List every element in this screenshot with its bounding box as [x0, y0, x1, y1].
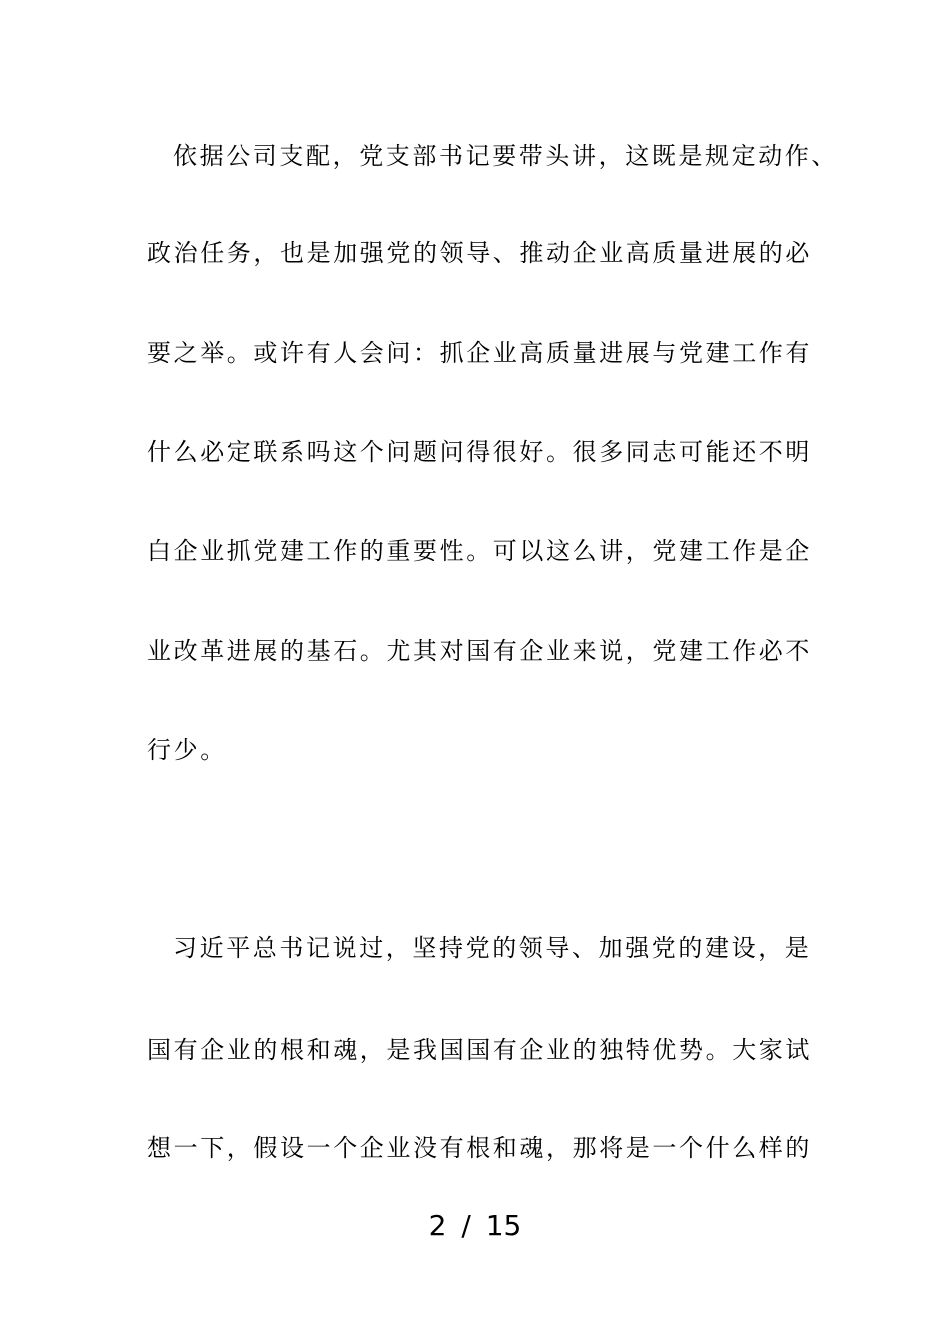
paragraph-line: 国有企业的根和魂，是我国国有企业的独特优势。大家试 — [147, 1036, 812, 1064]
paragraph-line: 什么必定联系吗这个问题问得很好。很多同志可能还不明 — [147, 438, 812, 466]
paragraph-line: 要之举。或许有人会问：抓企业高质量进展与党建工作有 — [147, 339, 812, 367]
paragraph-line: 依据公司支配，党支部书记要带头讲，这既是规定动作、 — [173, 142, 838, 170]
paragraph-line: 习近平总书记说过，坚持党的领导、加强党的建设，是 — [173, 934, 812, 962]
page-number: 2 / 15 — [428, 1209, 522, 1242]
paragraph-line: 想一下，假设一个企业没有根和魂，那将是一个什么样的 — [147, 1134, 812, 1162]
paragraph-line: 业改革进展的基石。尤其对国有企业来说，党建工作必不 — [147, 637, 812, 665]
paragraph-line: 白企业抓党建工作的重要性。可以这么讲，党建工作是企 — [147, 537, 812, 565]
paragraph-line: 政治任务，也是加强党的领导、推动企业高质量进展的必 — [147, 239, 812, 267]
paragraph-line: 行少。 — [147, 736, 227, 764]
